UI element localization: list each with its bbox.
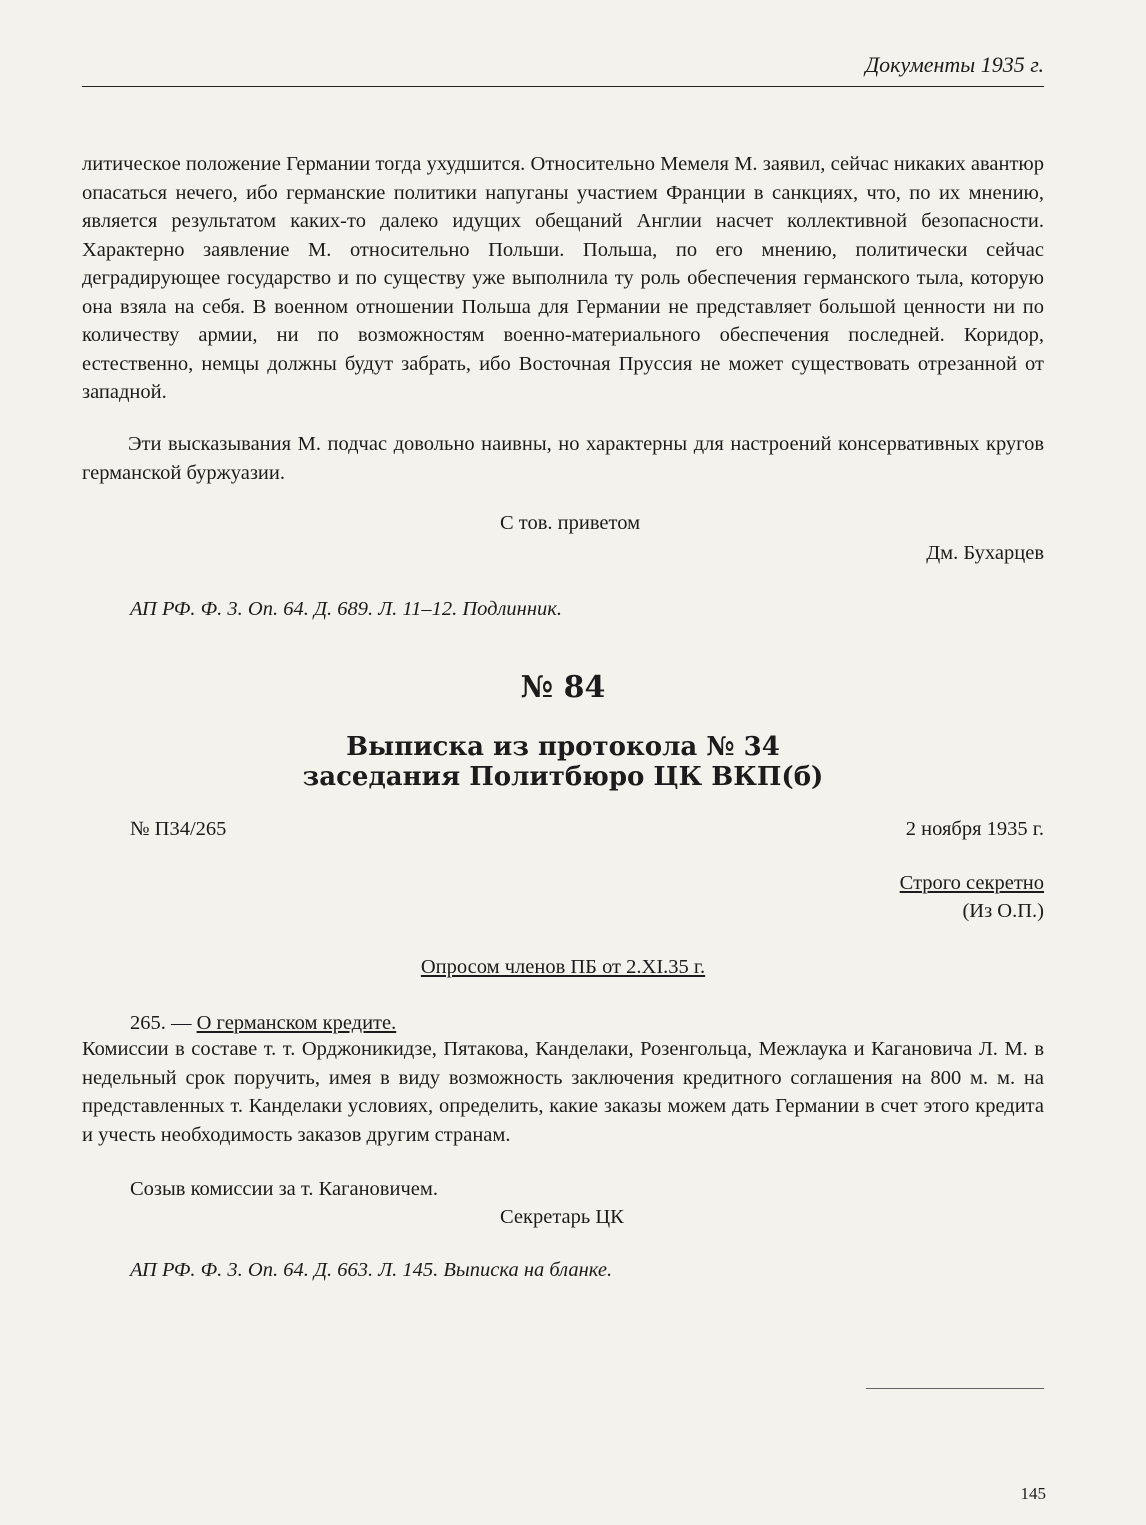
from-op-mark: (Из О.П.) (962, 900, 1044, 922)
secrecy-mark: Строго секретно (899, 872, 1044, 894)
letter-paragraph-continued (82, 150, 1044, 407)
item-number: 265. — (130, 1012, 197, 1034)
footnote-rule (866, 1388, 1044, 1389)
letter-paragraph-2 (82, 430, 1044, 487)
item-title: О германском кредите. (196, 1012, 397, 1034)
title-line-2: заседания Политбюро ЦК ВКП(б) (302, 762, 824, 792)
archive-source: АП РФ. Ф. 3. Оп. 64. Д. 689. Л. 11–12. Подлинник. (130, 598, 562, 620)
letter-closing: С тов. приветом (500, 512, 641, 534)
title-line-1: Выписка из протокола № 34 (346, 732, 780, 762)
poll-line: Опросом членов ПБ от 2.XI.35 г. (420, 956, 706, 978)
document-title (82, 732, 1044, 792)
agenda-item (130, 1012, 396, 1035)
paragraph-text: Эти высказывания М. подчас довольно наивны, но характерны для настроений консервативных кругов германской буржуазии. (82, 433, 1044, 484)
protocol-number: № П34/265 (130, 818, 227, 840)
secretary-signature: Секретарь ЦК (500, 1206, 624, 1228)
letter-signature: Дм. Бухарцев (926, 542, 1044, 564)
document-number: № 84 (520, 670, 606, 705)
archive-source-2: АП РФ. Ф. 3. Оп. 64. Д. 663. Л. 145. Выписка на бланке. (130, 1259, 613, 1281)
paragraph-text: Комиссии в составе т. т. Орджоникидзе, Пятакова, Канделаки, Розенгольца, Межлаука и Кагановича Л. М. в недельный срок поручить, имея в виду возможность заключения кредитного соглашения на 800 м. м. на представленных т. Канделаки условиях, определить, какие заказы можем дать Германии в счет этого кредита и учесть необходимость заказов другим странам. (82, 1038, 1044, 1146)
header-rule (82, 86, 1044, 87)
document-date: 2 ноября 1935 г. (905, 818, 1044, 840)
convener-line: Созыв комиссии за т. Кагановичем. (130, 1178, 438, 1200)
running-head: Документы 1935 г. (865, 52, 1044, 77)
paragraph-text: литическое положение Германии тогда ухудшится. Относительно Мемеля М. заявил, сейчас никаких авантюр опасаться нечего, ибо германские политики напуганы участием Франции в санкциях, что, по их мнению, является результатом каких-то далеко идущих обещаний Англии насчет коллективной безопасности. Характерно заявление М. относительно Польши. Польша, по его мнению, политически сейчас деградирующее государство и по существу уже выполнила ту роль обеспечения германского тыла, которую она взяла на себя. В военном отношении Польша для Германии не представляет большой ценности ни по количеству армии, ни по возможностям военно-материального обеспечения последней. Коридор, естественно, немцы должны будут забрать, ибо Восточная Пруссия не может существовать отрезанной от западной. (82, 153, 1044, 403)
decision-paragraph (82, 1035, 1044, 1149)
page-number: 145 (1020, 1484, 1046, 1503)
